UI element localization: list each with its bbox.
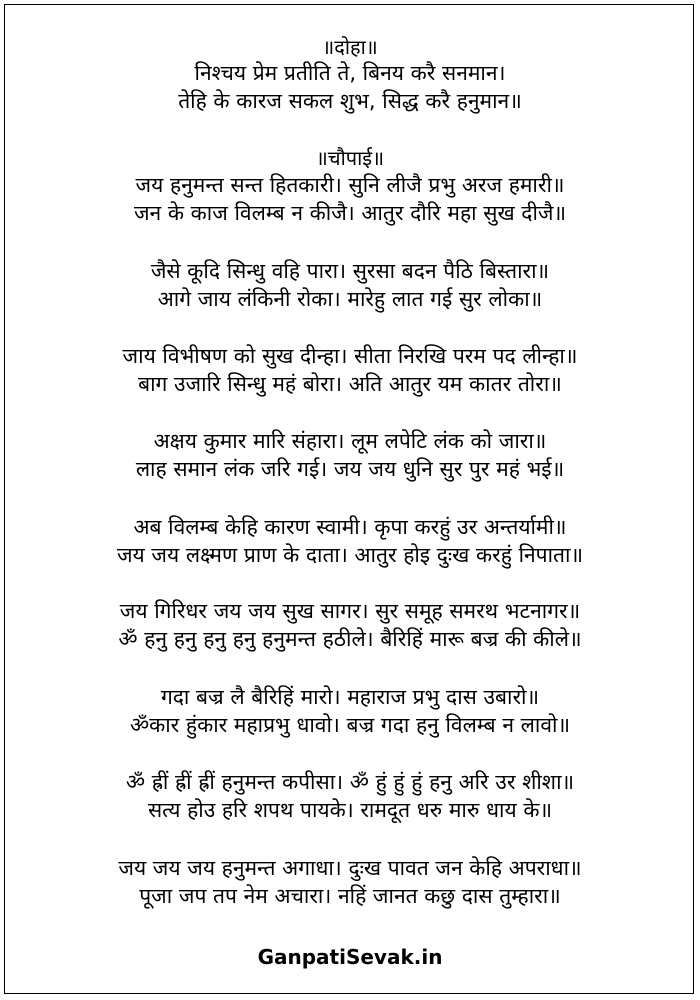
verse-line: जय गिरिधर जय जय सुख सागर। सुर समूह समरथ भटनागर॥ bbox=[119, 599, 581, 623]
chaupai-heading: ॥चौपाई॥ bbox=[315, 146, 385, 170]
verse-line: अब विलम्ब केहि कारण स्वामी। कृपा करहुं उर अन्तर्यामी॥ bbox=[133, 515, 567, 539]
doha-line-1: निश्चय प्रेम प्रतीति ते, बिनय करै सनमान। bbox=[194, 61, 506, 85]
verse-line: पूजा जप तप नेम अचारा। नहिं जानत कछु दास तुम्हारा॥ bbox=[139, 884, 561, 908]
verse-line: जाय विभीषण को सुख दीन्हा। सीता निरखि परम पद लीन्हा॥ bbox=[122, 344, 578, 368]
verse-line: सत्य होउ हरि शपथ पायके। रामदूत धरु मारु धाय के॥ bbox=[147, 798, 553, 822]
website-footer: GanpatiSevak.in bbox=[257, 945, 443, 969]
verse-line: लाह समान लंक जरि गई। जय जय धुनि सुर पुर महं भई॥ bbox=[135, 457, 565, 481]
doha-heading: ॥दोहा॥ bbox=[322, 35, 378, 59]
verse-line: गदा बज्र लै बैरिहिं मारो। महाराज प्रभु दास उबारो॥ bbox=[160, 685, 540, 709]
verse-line: ॐकार हुंकार महाप्रभु धावो। बज्र गदा हनु विलम्ब न लावो॥ bbox=[129, 713, 571, 737]
verse-line: अक्षय कुमार मारि संहारा। लूम लपेटि लंक को जारा॥ bbox=[153, 429, 547, 453]
verse-line: जय जय लक्ष्मण प्राण के दाता। आतुर होइ दुःख करहुं निपाता॥ bbox=[116, 543, 584, 567]
doha-line-2: तेहि के कारज सकल शुभ, सिद्ध करै हनुमान॥ bbox=[178, 89, 522, 113]
verse-line: ॐ ह्रीं ह्रीं ह्रीं हनुमन्त कपीसा। ॐ हुं हुं हुं हनु अरि उर शीशा॥ bbox=[125, 770, 575, 794]
verse-line: जन के काज विलम्ब न कीजै। आतुर दौरि महा सुख दीजै॥ bbox=[133, 201, 567, 225]
verse-line: जैसे कूदि सिन्धु वहि पारा। सुरसा बदन पैठि बिस्तारा॥ bbox=[150, 259, 550, 283]
verse-line: आगे जाय लंकिनी रोका। मारेहु लात गई सुर लोका॥ bbox=[157, 287, 543, 311]
verse-line: ॐ हनु हनु हनु हनु हनुमन्त हठीले। बैरिहिं मारू बज्र की कीले॥ bbox=[118, 627, 582, 651]
verse-line: बाग उजारि सिन्धु महं बोरा। अति आतुर यम कातर तोरा॥ bbox=[138, 372, 562, 396]
verse-line: जय जय जय हनुमन्त अगाधा। दुःख पावत जन केहि अपराधा॥ bbox=[118, 856, 582, 880]
verse-line: जय हनुमन्त सन्त हितकारी। सुनि लीजै प्रभु अरज हमारी॥ bbox=[135, 173, 565, 197]
